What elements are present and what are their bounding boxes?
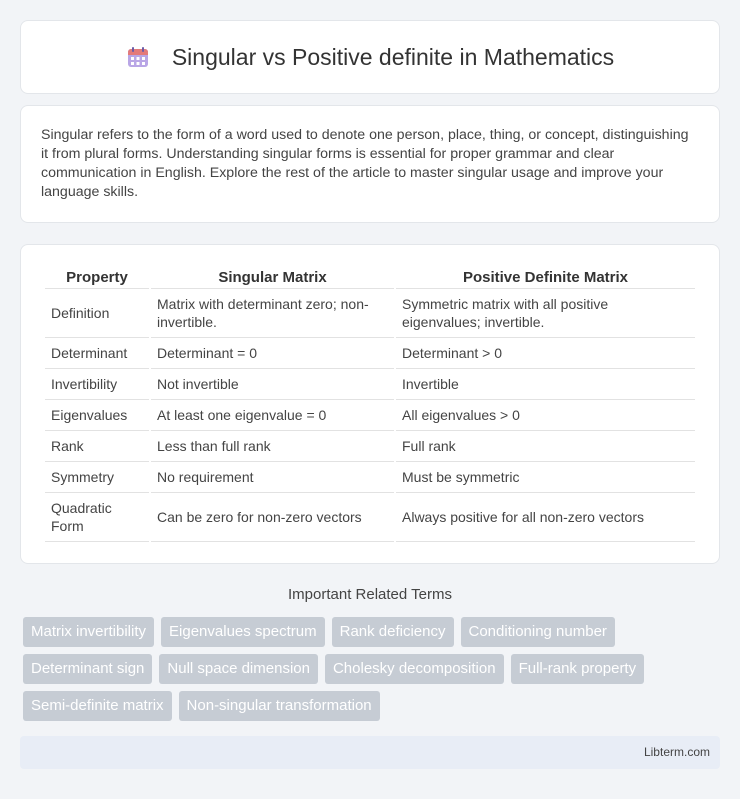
related-term-tag[interactable]: Determinant sign: [23, 654, 152, 684]
header-positive-definite: Positive Definite Matrix: [396, 265, 695, 289]
row-property: Quadratic Form: [45, 493, 149, 542]
related-term-tag[interactable]: Matrix invertibility: [23, 617, 154, 647]
table-row: [45, 431, 695, 462]
related-term-tag[interactable]: Semi-definite matrix: [23, 691, 172, 721]
row-positive-definite: Full rank: [396, 431, 695, 462]
row-positive-definite: Must be symmetric: [396, 462, 695, 493]
page-title: Singular vs Positive definite in Mathematics: [171, 43, 615, 70]
comparison-card: [20, 244, 720, 564]
row-singular: Less than full rank: [151, 431, 394, 462]
row-property: Symmetry: [45, 462, 149, 493]
related-term-tag[interactable]: Cholesky decomposition: [325, 654, 504, 684]
footer: [20, 736, 720, 769]
row-property: Rank: [45, 431, 149, 462]
row-positive-definite: Always positive for all non-zero vectors: [396, 493, 695, 542]
row-singular: Determinant = 0: [151, 338, 394, 369]
related-term-tag[interactable]: Conditioning number: [461, 617, 615, 647]
table-row: [45, 289, 695, 338]
row-singular: Can be zero for non-zero vectors: [151, 493, 394, 542]
header: [126, 44, 614, 71]
related-term-tag[interactable]: Eigenvalues spectrum: [161, 617, 325, 647]
related-terms-title: Important Related Terms: [288, 586, 452, 603]
related-terms-list: [23, 617, 723, 721]
row-singular: At least one eigenvalue = 0: [151, 400, 394, 431]
related-term-tag[interactable]: Full-rank property: [511, 654, 645, 684]
row-property: Determinant: [45, 338, 149, 369]
header-card: [20, 20, 720, 94]
row-singular: Matrix with determinant zero; non-invertible.: [151, 289, 394, 338]
comparison-table: [43, 265, 697, 542]
row-positive-definite: All eigenvalues > 0: [396, 400, 695, 431]
row-property: Eigenvalues: [45, 400, 149, 431]
row-property: Definition: [45, 289, 149, 338]
table-row: [45, 369, 695, 400]
footer-site-link[interactable]: Libterm.com: [643, 745, 710, 759]
header-property: Property: [45, 265, 149, 289]
calendar-icon: [126, 45, 150, 69]
row-positive-definite: Invertible: [396, 369, 695, 400]
intro-paragraph: Singular refers to the form of a word used to denote one person, place, thing, or concept, distinguishing it from plural forms. Understanding singular forms is essential for proper grammar and clear communication in English. Explore the rest of the article to master singular usage and improve your language skills.: [41, 127, 689, 200]
table-row: [45, 462, 695, 493]
row-positive-definite: Symmetric matrix with all positive eigenvalues; invertible.: [396, 289, 695, 338]
related-term-tag[interactable]: Null space dimension: [159, 654, 318, 684]
row-singular: Not invertible: [151, 369, 394, 400]
table-row: [45, 338, 695, 369]
row-singular: No requirement: [151, 462, 394, 493]
related-term-tag[interactable]: Non-singular transformation: [179, 691, 380, 721]
table-row: [45, 493, 695, 542]
row-positive-definite: Determinant > 0: [396, 338, 695, 369]
table-header-row: [45, 265, 695, 289]
header-singular: Singular Matrix: [151, 265, 394, 289]
intro-card: [20, 105, 720, 223]
table-row: [45, 400, 695, 431]
row-property: Invertibility: [45, 369, 149, 400]
related-term-tag[interactable]: Rank deficiency: [332, 617, 454, 647]
